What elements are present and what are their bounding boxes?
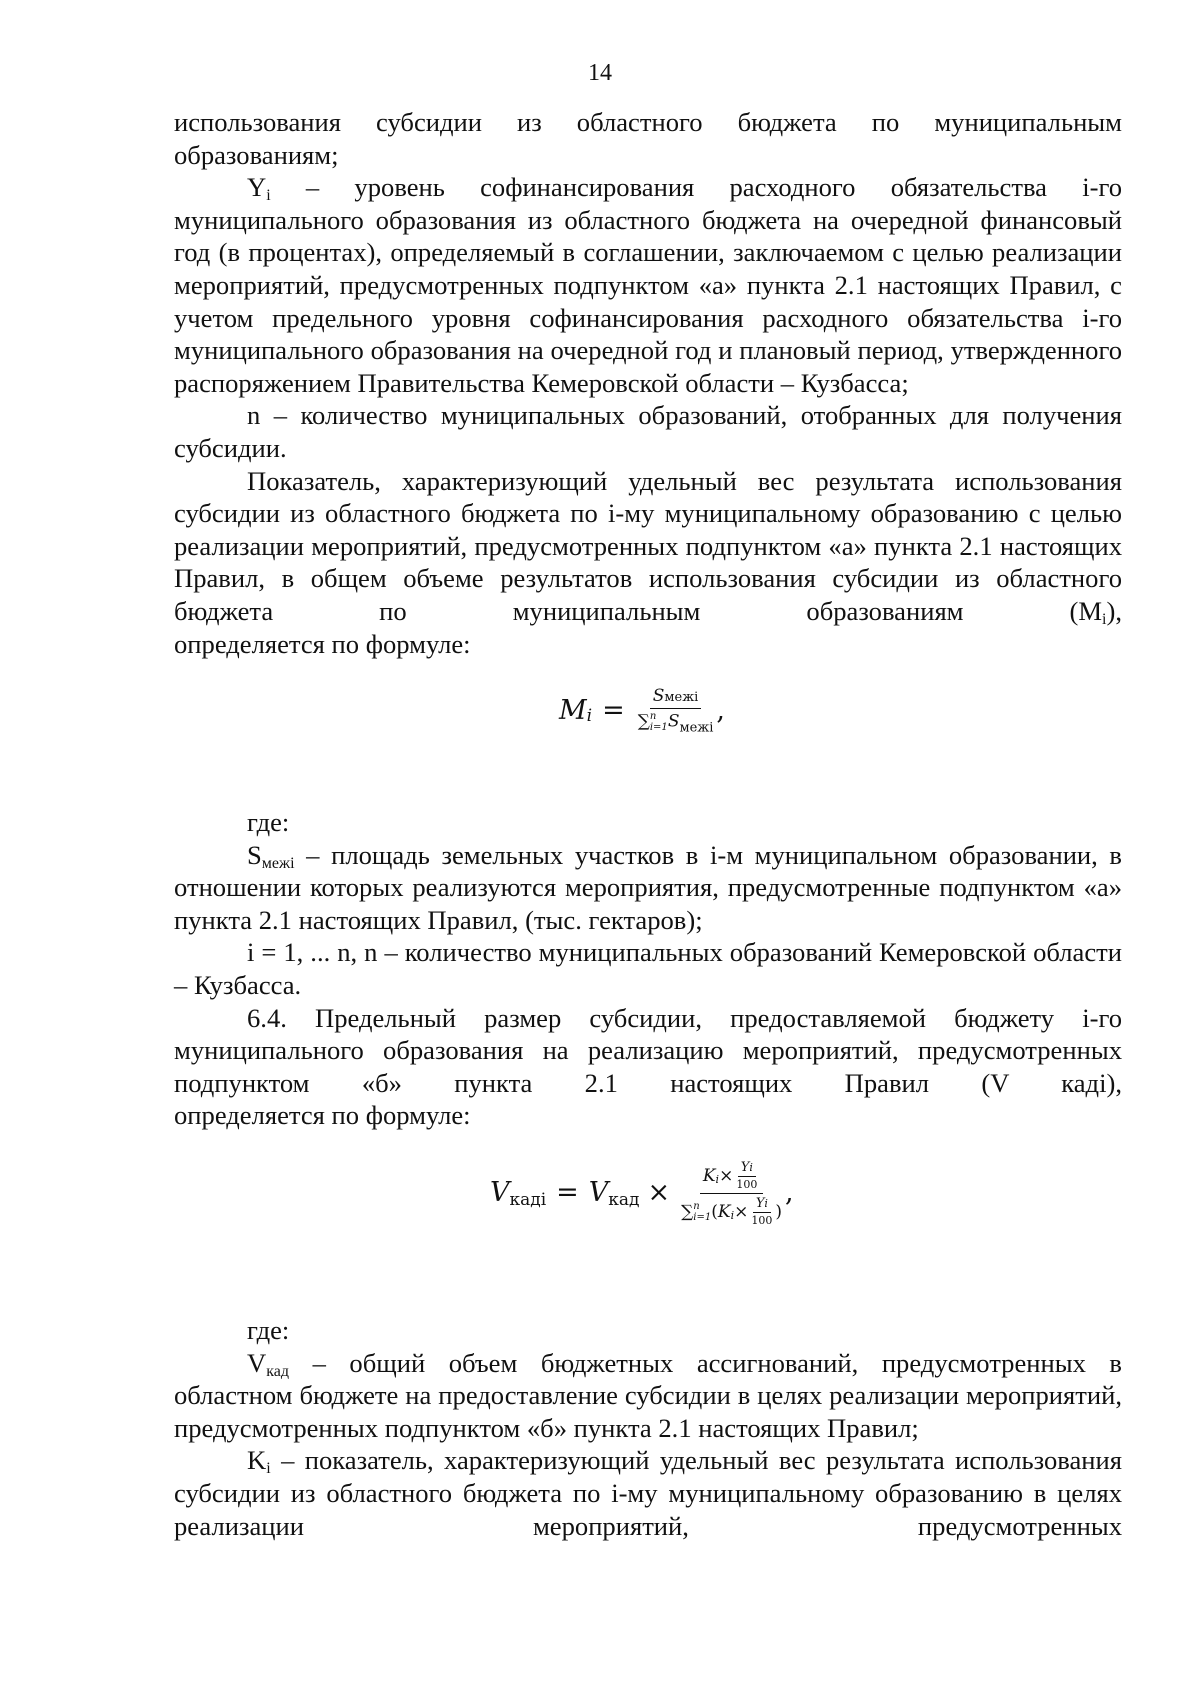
formula-mi-sum-sup: n	[649, 711, 657, 723]
paragraph-formula-intro-2: определяется по формуле:	[174, 1100, 471, 1131]
formula-mi-sum-sub: i=1	[649, 722, 668, 734]
paragraph-yi-definition	[174, 171, 1122, 399]
formula-mi-comma: ,	[716, 694, 725, 726]
vkad-definition-text: – общий объем бюджетных ассигнований, предусмотренных в областном бюджете на предоставление субсидии в целях реализации мероприятий, предусмотренных подпунктом «б» пункта 2.1 настоящих Правил;	[174, 1347, 1122, 1443]
formula-vkadi-den-y-letter: Y	[755, 1196, 765, 1212]
formula-mi-row	[559, 686, 725, 736]
formula-vkadi-fraction	[678, 1160, 785, 1227]
paragraph-where-2: где:	[247, 1315, 290, 1346]
paragraph-mi-indicator	[174, 465, 1122, 628]
formula-vkadi-sum: ∑	[681, 1201, 694, 1222]
formula-mi	[174, 680, 1122, 780]
formula-vkadi	[174, 1158, 1122, 1288]
formula-mi-lhs-sub: i	[586, 705, 593, 726]
formula-mi-sum: ∑	[637, 711, 650, 732]
formula-vkadi-sum-sub: i=1	[693, 1211, 712, 1223]
formula-vkadi-num-k-sub: i	[715, 1172, 720, 1186]
paragraph-smezhi-definition	[174, 839, 1122, 937]
formula-vkadi-den-y	[753, 1196, 771, 1213]
paragraph-n-definition: n – количество муниципальных образований, отобранных для получения субсидии.	[174, 400, 1122, 463]
formula-mi-sum-limits	[650, 711, 668, 733]
paragraph-vkad-definition	[174, 1347, 1122, 1445]
formula-vkadi-den-hundred: 100	[751, 1214, 773, 1228]
formula-mi-num-sub: межi	[664, 690, 699, 706]
page-number: 14	[588, 60, 612, 86]
document-body	[174, 106, 1122, 1542]
formula-vkadi-den-times: ×	[734, 1201, 749, 1222]
paragraph-6-4: 6.4. Предельный размер субсидии, предоставляемой бюджету i-го муниципального образования на реализацию мероприятий, предусмотренных подпунктом «б» пункта 2.1 настоящих Правил (V кадi),	[174, 1002, 1122, 1098]
formula-mi-num-s: S	[652, 686, 665, 707]
smezhi-definition-text: – площадь земельных участков в i-м муниципальном образовании, в отношении которых реализуются мероприятия, предусмотренные подпунктом «а» пункта 2.1 настоящих Правил, (тыс. гектаров);	[174, 839, 1122, 935]
paragraph-where-1: где:	[247, 807, 290, 838]
formula-vkadi-rparen: )	[775, 1201, 783, 1222]
paragraph-continuation: использования субсидии из областного бюджета по муниципальным образованиям;	[174, 107, 1122, 170]
formula-vkadi-num-times: ×	[719, 1165, 734, 1186]
formula-mi-equals: =	[602, 694, 625, 726]
mi-indicator-sub: i	[1102, 610, 1107, 628]
mi-indicator-text: Показатель, характеризующий удельный вес результата использования субсидии из областного бюджета по i-му муниципальному образованию с целью реализации мероприятий, предусмотренных подпунктом «а» пункта 2.1 настоящих Правил, в общем объеме результатов использования субсидии из областного бюджета по муниципальным образованиям (M	[174, 465, 1122, 626]
formula-mi-den-s: S	[667, 711, 680, 732]
symbol-y: Y	[247, 172, 267, 203]
formula-vkadi-sum-limits	[693, 1201, 711, 1223]
paragraph-formula-intro-1: определяется по формуле:	[174, 628, 471, 659]
formula-vkadi-denominator	[678, 1194, 785, 1227]
formula-vkadi-num-yfrac	[733, 1160, 760, 1191]
symbol-v: V	[247, 1347, 267, 1378]
ki-definition-text: – показатель, характеризующий удельный вес результата использования субсидии из областного бюджета по i-му муниципальному образованию в целях реализации мероприятий, предусмотренных	[174, 1445, 1123, 1541]
formula-vkadi-numerator	[700, 1160, 763, 1194]
formula-vkadi-num-hundred: 100	[736, 1178, 758, 1192]
symbol-k-sub: i	[266, 1460, 271, 1478]
symbol-s: S	[247, 839, 262, 870]
paragraph-ki-definition	[174, 1444, 1122, 1542]
yi-definition-text: – уровень софинансирования расходного обязательства i-го муниципального образования из областного бюджета на очередной финансовый год (в процентах), определяемый в соглашении, заключаемом с целью реализации мероприятий, предусмотренных подпунктом «а» пункта 2.1 настоящих Правил, с учетом предельного уровня софинансирования расходного обязательства i-го муниципального образования на очередной год и плановый период, утвержденного распоряжением Правительства Кемеровской области – Кузбасса;	[174, 172, 1122, 398]
formula-mi-lhs: M	[559, 694, 587, 726]
formula-mi-numerator	[650, 686, 702, 709]
formula-vkadi-sum-sup: n	[693, 1200, 700, 1212]
formula-vkadi-lhs-sub: кадi	[509, 1189, 547, 1210]
paragraph-i-range: i = 1, ... n, n – количество муниципальных образований Кемеровской области – Кузбасса.	[174, 937, 1122, 1001]
formula-mi-den-sub: межi	[679, 720, 714, 736]
formula-vkadi-den-k: K	[717, 1201, 731, 1222]
formula-vkadi-lhs: V	[490, 1177, 510, 1209]
formula-vkadi-rhs: V	[588, 1177, 609, 1209]
formula-mi-fraction	[635, 686, 717, 736]
formula-mi-denominator	[635, 709, 717, 736]
mi-indicator-tail: ),	[1106, 595, 1122, 626]
symbol-y-sub: i	[266, 187, 271, 205]
formula-vkadi-num-k: K	[702, 1165, 716, 1186]
symbol-s-sub: межi	[261, 854, 295, 872]
formula-vkadi-num-y	[738, 1160, 756, 1177]
formula-vkadi-rhs-sub: кад	[608, 1189, 640, 1210]
formula-vkadi-den-y-sub: i	[764, 1197, 768, 1211]
formula-vkadi-num-y-sub: i	[749, 1161, 753, 1175]
formula-vkadi-den-yfrac	[748, 1196, 775, 1227]
formula-vkadi-row	[490, 1160, 794, 1227]
formula-vkadi-comma: ,	[785, 1177, 794, 1209]
symbol-k: K	[247, 1445, 267, 1476]
symbol-v-sub: кад	[266, 1362, 289, 1380]
formula-vkadi-den-k-sub: i	[730, 1208, 735, 1222]
formula-vkadi-lparen: (	[711, 1201, 718, 1222]
formula-vkadi-equals: =	[556, 1177, 579, 1209]
formula-vkadi-num-y-letter: Y	[740, 1160, 750, 1176]
formula-vkadi-times: ×	[647, 1177, 671, 1209]
